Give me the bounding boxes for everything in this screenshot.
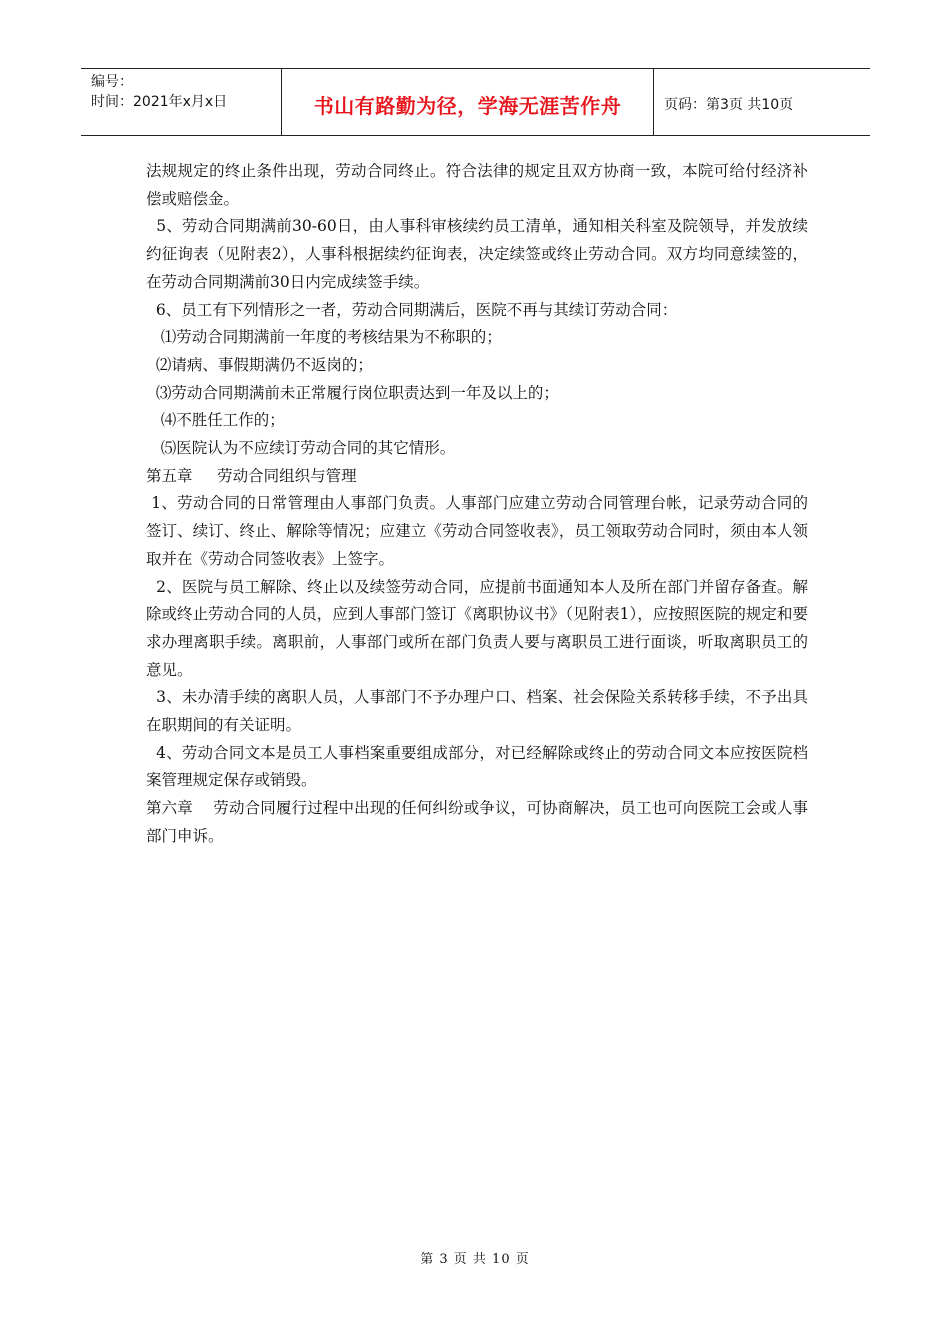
paragraph: 6、员工有下列情形之一者，劳动合同期满后，医院不再与其续订劳动合同：	[146, 300, 678, 319]
header-motto	[282, 69, 654, 135]
list-item: ⑷不胜任工作的；	[146, 411, 285, 430]
page-info-text: 页码：第3页 共10页	[664, 97, 794, 113]
motto-text: 书山有路勤为径，学海无涯苦作舟	[313, 93, 622, 118]
paragraph: 5、劳动合同期满前30-60日，由人事科审核续约员工清单，通知相关科室及院领导，并发放续约征询表（见附表2），人事科根据续约征询表，决定续签或终止劳动合同。双方均同意续签的，在劳动合同期满前30日内完成续签手续。	[146, 217, 808, 291]
chapter-heading: 第五章 劳动合同组织与管理	[146, 466, 357, 485]
header-meta	[81, 69, 282, 135]
list-item: ⑴劳动合同期满前一年度的考核结果为不称职的；	[146, 328, 502, 347]
paragraph: 法规规定的终止条件出现，劳动合同终止。符合法律的规定且双方协商一致，本院可给付经济补偿或赔偿金。	[146, 162, 808, 208]
list-item: ⑸医院认为不应续订劳动合同的其它情形。	[146, 439, 456, 458]
paragraph: 4、劳动合同文本是员工人事档案重要组成部分，对已经解除或终止的劳动合同文本应按医院档案管理规定保存或销毁。	[146, 743, 808, 790]
header-page-info	[654, 69, 870, 135]
document-body	[146, 158, 808, 851]
footer-page-number: 第 3 页 共 10 页	[420, 1252, 530, 1267]
page-footer	[0, 1248, 950, 1267]
list-item: ⑵请病、事假期满仍不返岗的；	[146, 355, 373, 374]
list-item: ⑶劳动合同期满前未正常履行岗位职责达到一年及以上的；	[146, 383, 559, 402]
number-label: 编号：	[91, 74, 133, 90]
paragraph: 3、未办清手续的离职人员，人事部门不予办理户口、档案、社会保险关系转移手续，不予出具在职期间的有关证明。	[146, 688, 808, 735]
paragraph: 2、医院与员工解除、终止以及续签劳动合同，应提前书面通知本人及所在部门并留存备查。解除或终止劳动合同的人员，应到人事部门签订《离职协议书》（见附表1），应按照医院的规定和要求办理离职手续。离职前，人事部门或所在部门负责人要与离职员工进行面谈，听取离职员工的意见。	[146, 577, 808, 679]
chapter-paragraph: 第六章 劳动合同履行过程中出现的任何纠纷或争议，可协商解决，员工也可向医院工会或人事部门申诉。	[146, 799, 808, 845]
paragraph: 1、劳动合同的日常管理由人事部门负责。人事部门应建立劳动合同管理台帐，记录劳动合同的签订、续订、终止、解除等情况；应建立《劳动合同签收表》，员工领取劳动合同时，须由本人领取并在《劳动合同签收表》上签字。	[146, 494, 808, 568]
page-header	[81, 68, 870, 136]
time-label: 时间：2021年x月x日	[91, 94, 228, 110]
